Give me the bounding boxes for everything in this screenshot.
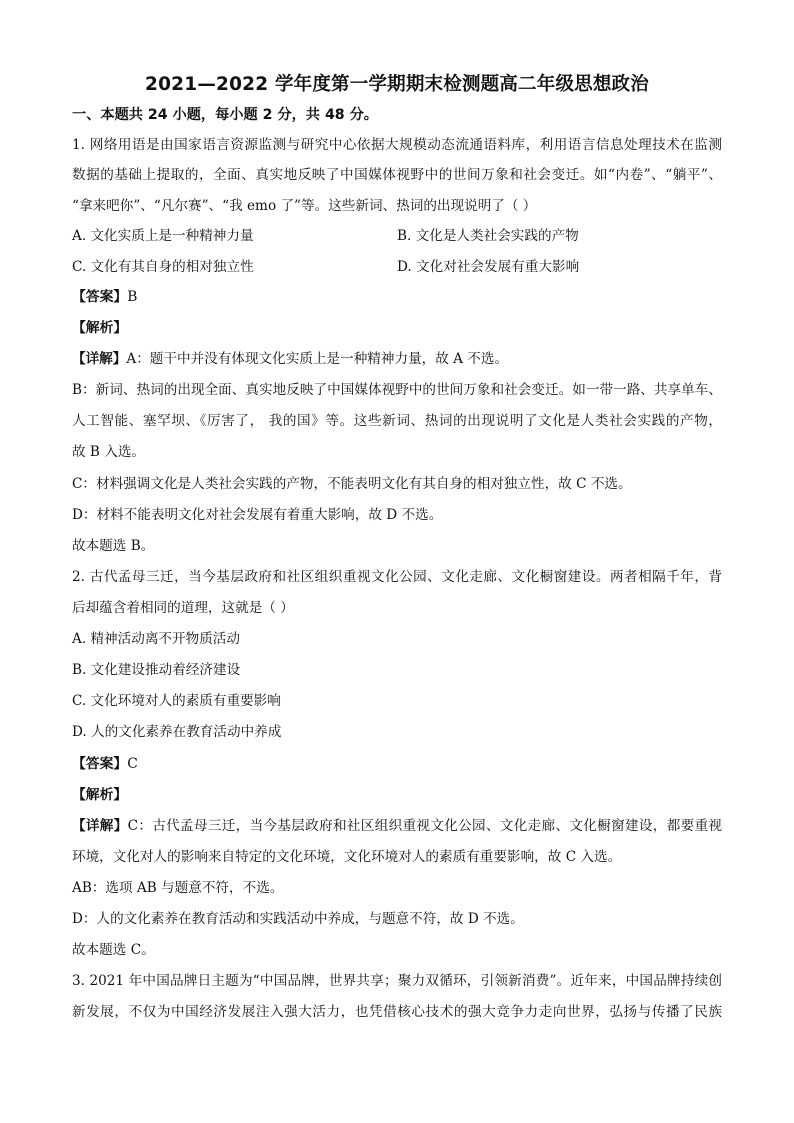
q3-stem-line-1: 3. 2021 年中国品牌日主题为“中国品牌，世界共享；聚力双循环，引领新消费”。近年来，中国品牌持续创: [72, 973, 722, 989]
q2-analysis-label: 【解析】: [72, 787, 128, 803]
answer-value: B: [127, 289, 138, 305]
q1-stem-line-3: “拿来吧你”、“凡尔赛”、“我 emo 了”等。这些新词、热词的出现说明了（ ）: [72, 198, 537, 214]
q2-stem-line-2: 后却蕴含着相同的道理，这就是（ ）: [72, 600, 294, 616]
q2-option-a: A. 精神活动离不开物质活动: [72, 631, 240, 647]
q2-option-d: D. 人的文化素养在教育活动中养成: [72, 724, 282, 740]
q1-detail-line-3: 人工智能、塞罕坝、《厉害了， 我的国》等。这些新词、热词的出现说明了文化是人类社会实践的产物，: [72, 413, 722, 429]
q1-answer: [72, 288, 137, 306]
answer-label: 【答案】: [72, 756, 128, 772]
q2-detail-line-2: 环境，文化对人的影响来自特定的文化环境，文化环境对人的素质有重要影响，故 C 入选。: [72, 849, 622, 865]
q1-detail-line-4: 故 B 入选。: [72, 444, 146, 460]
q1-conclusion: 故本题选 B。: [72, 538, 155, 554]
q1-option-a: A. 文化实质上是一种精神力量: [72, 228, 254, 244]
detail-label: 【详解】: [72, 351, 127, 367]
answer-value: C: [127, 756, 138, 772]
q1-stem-line-1: 1. 网络用语是由国家语言资源监测与研究中心依据大规模动态流通语料库，利用语言信息处理技术在监测: [72, 137, 722, 153]
detail-text: A：题干中并没有体现文化实质上是一种精神力量，故 A 不选。: [126, 351, 509, 367]
q2-detail-line-3: AB：选项 AB 与题意不符，不选。: [72, 880, 284, 896]
q1-detail-line-5: C：材料强调文化是人类社会实践的产物，不能表明文化有其自身的相对独立性，故 C 不选。: [72, 476, 632, 492]
q1-analysis-label: 【解析】: [72, 320, 128, 336]
detail-label: 【详解】: [72, 818, 128, 834]
q2-stem-line-1: 2. 古代孟母三迁，当今基层政府和社区组织重视文化公园、文化走廊、文化橱窗建设。两者相隔千年，背: [72, 569, 722, 585]
q1-detail-line-1: [72, 350, 508, 368]
q3-stem-line-2: 新发展，不仅为中国经济发展注入强大活力，也凭借核心技术的强大竞争力走向世界，弘扬与传播了民族: [72, 1004, 722, 1020]
document-title: 2021—2022 学年度第一学期期末检测题高二年级思想政治: [145, 74, 649, 95]
q2-option-c: C. 文化环境对人的素质有重要影响: [72, 693, 281, 709]
section-heading: 一、本题共 24 小题，每小题 2 分，共 48 分。: [72, 107, 378, 123]
q2-option-b: B. 文化建设推动着经济建设: [72, 662, 241, 678]
q2-detail-line-4: D：人的文化素养在教育活动和实践活动中养成，与题意不符，故 D 不选。: [72, 911, 524, 927]
q2-answer: [72, 755, 138, 773]
q2-conclusion: 故本题选 C。: [72, 942, 155, 958]
q1-option-d: D. 文化对社会发展有重大影响: [397, 259, 580, 275]
q2-detail-line-1: [72, 817, 722, 835]
detail-text: C：古代孟母三迁，当今基层政府和社区组织重视文化公园、文化走廊、文化橱窗建设，都要重视: [127, 818, 722, 834]
q1-option-c: C. 文化有其自身的相对独立性: [72, 259, 254, 275]
q1-detail-line-2: B：新词、热词的出现全面、真实地反映了中国媒体视野中的世间万象和社会变迁。如一带一路、共享单车、: [72, 382, 722, 398]
q1-stem-line-2: 数据的基础上提取的，全面、真实地反映了中国媒体视野中的世间万象和社会变迁。如“内卷”、“躺平”、: [72, 167, 722, 183]
q1-option-b: B. 文化是人类社会实践的产物: [397, 228, 579, 244]
answer-label: 【答案】: [72, 289, 128, 305]
q1-detail-line-6: D：材料不能表明文化对社会发展有着重大影响，故 D 不选。: [72, 507, 443, 523]
